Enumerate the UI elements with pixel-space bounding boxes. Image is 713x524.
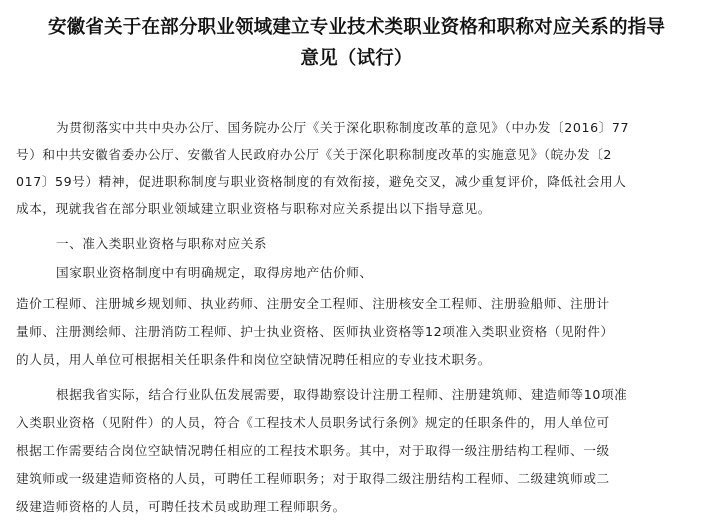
section-heading-1: 一、准入类职业资格与职称对应关系 [56,236,268,251]
paragraph-4-line-2: 入类职业资格（见附件）的人员，符合《工程技术人员职务试行条例》规定的任职条件的，用人单位可 [16,415,610,430]
paragraph-4-line-1: 根据我省实际，结合行业队伍发展需要，取得勘察设计注册工程师、注册建筑师、建造师等10项准 [56,387,628,402]
paragraph-1-line-2: 号）和中共安徽省委办公厅、安徽省人民政府办公厅《关于深化职称制度改革的实施意见》（皖办发〔2 [16,147,613,162]
paragraph-3-line-2: 量师、注册测绘师、注册消防工程师、护士执业资格、医师执业资格等12项准入类职业资格（见附件） [16,324,614,339]
paragraph-4-line-4: 建筑师或一级建造师资格的人员，可聘任工程师职务；对于取得二级注册结构工程师、二级建筑师或二 [16,471,610,486]
paragraph-3-line-3: 的人员，用人单位可根据相关任职条件和岗位空缺情况聘任相应的专业技术职务。 [16,352,491,367]
paragraph-4-line-3: 根据工作需要结合岗位空缺情况聘任相应的工程技术职务。其中，对于取得一级注册结构工程师、一级 [16,443,610,458]
paragraph-1-line-1: 为贯彻落实中共中央办公厅、国务院办公厅《关于深化职称制度改革的意见》（中办发〔2016〕77 [56,120,630,135]
document-title-line-1: 安徽省关于在部分职业领域建立专业技术类职业资格和职称对应关系的指导 [47,17,666,38]
paragraph-3-line-1: 造价工程师、注册城乡规划师、执业药师、注册安全工程师、注册核安全工程师、注册验船师、注册计 [16,296,610,311]
document-title-line-2: 意见（试行） [300,48,413,69]
paragraph-2-line-1: 国家职业资格制度中有明确规定，取得房地产估价师、 [56,265,373,280]
paragraph-1-line-4: 成本，现就我省在部分职业领域建立职业资格与职称对应关系提出以下指导意见。 [16,201,491,216]
paragraph-1-line-3: 017〕59号）精神，促进职称制度与职业资格制度的有效衔接，避免交叉，减少重复评价，降低社会用人 [16,174,627,189]
paragraph-4-line-5: 级建造师资格的人员，可聘任技术员或助理工程师职务。 [16,499,346,514]
